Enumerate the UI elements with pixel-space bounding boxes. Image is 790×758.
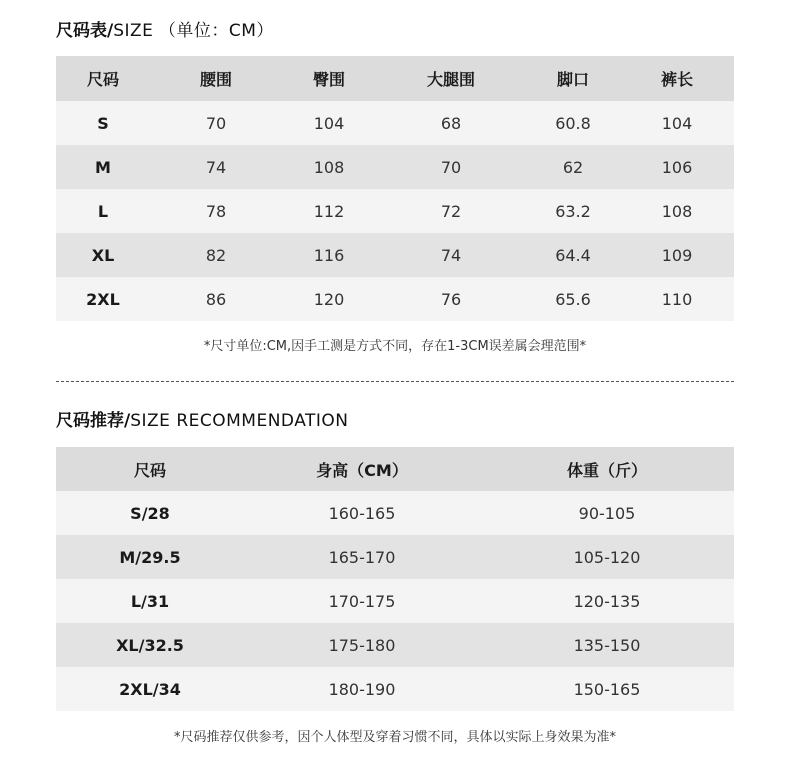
length-cell: 104 bbox=[661, 113, 693, 133]
size-chart-title bbox=[56, 20, 274, 42]
height-cell: 180-190 bbox=[328, 679, 396, 699]
table-row bbox=[56, 277, 734, 321]
waist-cell: 78 bbox=[205, 201, 227, 221]
header-size: 尺码 bbox=[133, 460, 166, 480]
header-leg-opening: 脚口 bbox=[556, 70, 589, 89]
weight-cell: 120-135 bbox=[573, 591, 641, 611]
size-chart-title-en: SIZE bbox=[113, 21, 154, 41]
size-cell: L bbox=[97, 201, 109, 221]
length-cell: 109 bbox=[661, 245, 693, 265]
recommendation-note: *尺码推荐仅供参考，因个人体型及穿着习惯不同，具体以实际上身效果为准* bbox=[173, 730, 616, 745]
size-cell: S/28 bbox=[130, 503, 170, 523]
table-row bbox=[56, 535, 734, 579]
waist-cell: 70 bbox=[205, 113, 227, 133]
size-chart-header-row bbox=[56, 56, 734, 101]
size-cell: M/29.5 bbox=[119, 547, 181, 567]
hip-cell: 116 bbox=[313, 245, 345, 265]
table-row bbox=[56, 623, 734, 667]
waist-cell: 74 bbox=[205, 157, 227, 177]
recommendation-header-row bbox=[56, 447, 734, 491]
height-cell: 175-180 bbox=[328, 635, 396, 655]
weight-cell: 105-120 bbox=[573, 547, 641, 567]
table-row bbox=[56, 101, 734, 145]
header-height: 身高（CM） bbox=[316, 460, 408, 480]
hip-cell: 108 bbox=[313, 157, 345, 177]
size-cell: 2XL/34 bbox=[119, 679, 181, 699]
hip-cell: 104 bbox=[313, 113, 345, 133]
size-cell: XL/32.5 bbox=[116, 635, 184, 655]
table-row bbox=[56, 233, 734, 277]
length-cell: 108 bbox=[661, 201, 693, 221]
height-cell: 160-165 bbox=[328, 503, 396, 523]
size-chart-note: *尺寸单位:CM,因手工测是方式不同，存在1-3CM误差属会理范围* bbox=[203, 339, 587, 354]
header-thigh: 大腿围 bbox=[426, 70, 475, 89]
length-cell: 106 bbox=[661, 157, 693, 177]
leg-opening-cell: 65.6 bbox=[555, 289, 591, 309]
thigh-cell: 72 bbox=[440, 201, 462, 221]
size-cell: 2XL bbox=[86, 289, 120, 309]
thigh-cell: 68 bbox=[440, 113, 462, 133]
header-hip: 臀围 bbox=[312, 70, 345, 89]
table-row bbox=[56, 579, 734, 623]
height-cell: 170-175 bbox=[328, 591, 396, 611]
size-cell: S bbox=[97, 113, 109, 133]
leg-opening-cell: 63.2 bbox=[555, 201, 591, 221]
length-cell: 110 bbox=[661, 289, 693, 309]
table-row bbox=[56, 145, 734, 189]
recommendation-title bbox=[56, 410, 349, 432]
hip-cell: 112 bbox=[313, 201, 345, 221]
leg-opening-cell: 62 bbox=[562, 157, 584, 177]
size-chart-table bbox=[56, 56, 734, 321]
size-chart-title-cn: 尺码表/ bbox=[56, 21, 114, 41]
size-cell: L/31 bbox=[130, 591, 170, 611]
size-chart-unit: （单位：CM） bbox=[158, 21, 274, 41]
hip-cell: 120 bbox=[313, 289, 345, 309]
table-row bbox=[56, 491, 734, 535]
table-row bbox=[56, 189, 734, 233]
size-cell: XL bbox=[91, 245, 115, 265]
header-size: 尺码 bbox=[86, 70, 119, 89]
thigh-cell: 70 bbox=[440, 157, 462, 177]
header-weight: 体重（斤） bbox=[566, 460, 647, 480]
weight-cell: 135-150 bbox=[573, 635, 641, 655]
table-row bbox=[56, 667, 734, 711]
weight-cell: 150-165 bbox=[573, 679, 641, 699]
weight-cell: 90-105 bbox=[578, 503, 636, 523]
height-cell: 165-170 bbox=[328, 547, 396, 567]
thigh-cell: 76 bbox=[440, 289, 462, 309]
recommendation-table bbox=[56, 447, 734, 711]
header-waist: 腰围 bbox=[199, 70, 232, 89]
dashed-divider bbox=[56, 381, 734, 382]
leg-opening-cell: 64.4 bbox=[555, 245, 591, 265]
waist-cell: 86 bbox=[205, 289, 227, 309]
leg-opening-cell: 60.8 bbox=[555, 113, 591, 133]
size-cell: M bbox=[95, 157, 111, 177]
thigh-cell: 74 bbox=[440, 245, 462, 265]
waist-cell: 82 bbox=[205, 245, 227, 265]
header-length: 裤长 bbox=[660, 70, 693, 89]
recommendation-title-cn: 尺码推荐/ bbox=[56, 411, 131, 431]
recommendation-title-en: SIZE RECOMMENDATION bbox=[130, 411, 349, 431]
